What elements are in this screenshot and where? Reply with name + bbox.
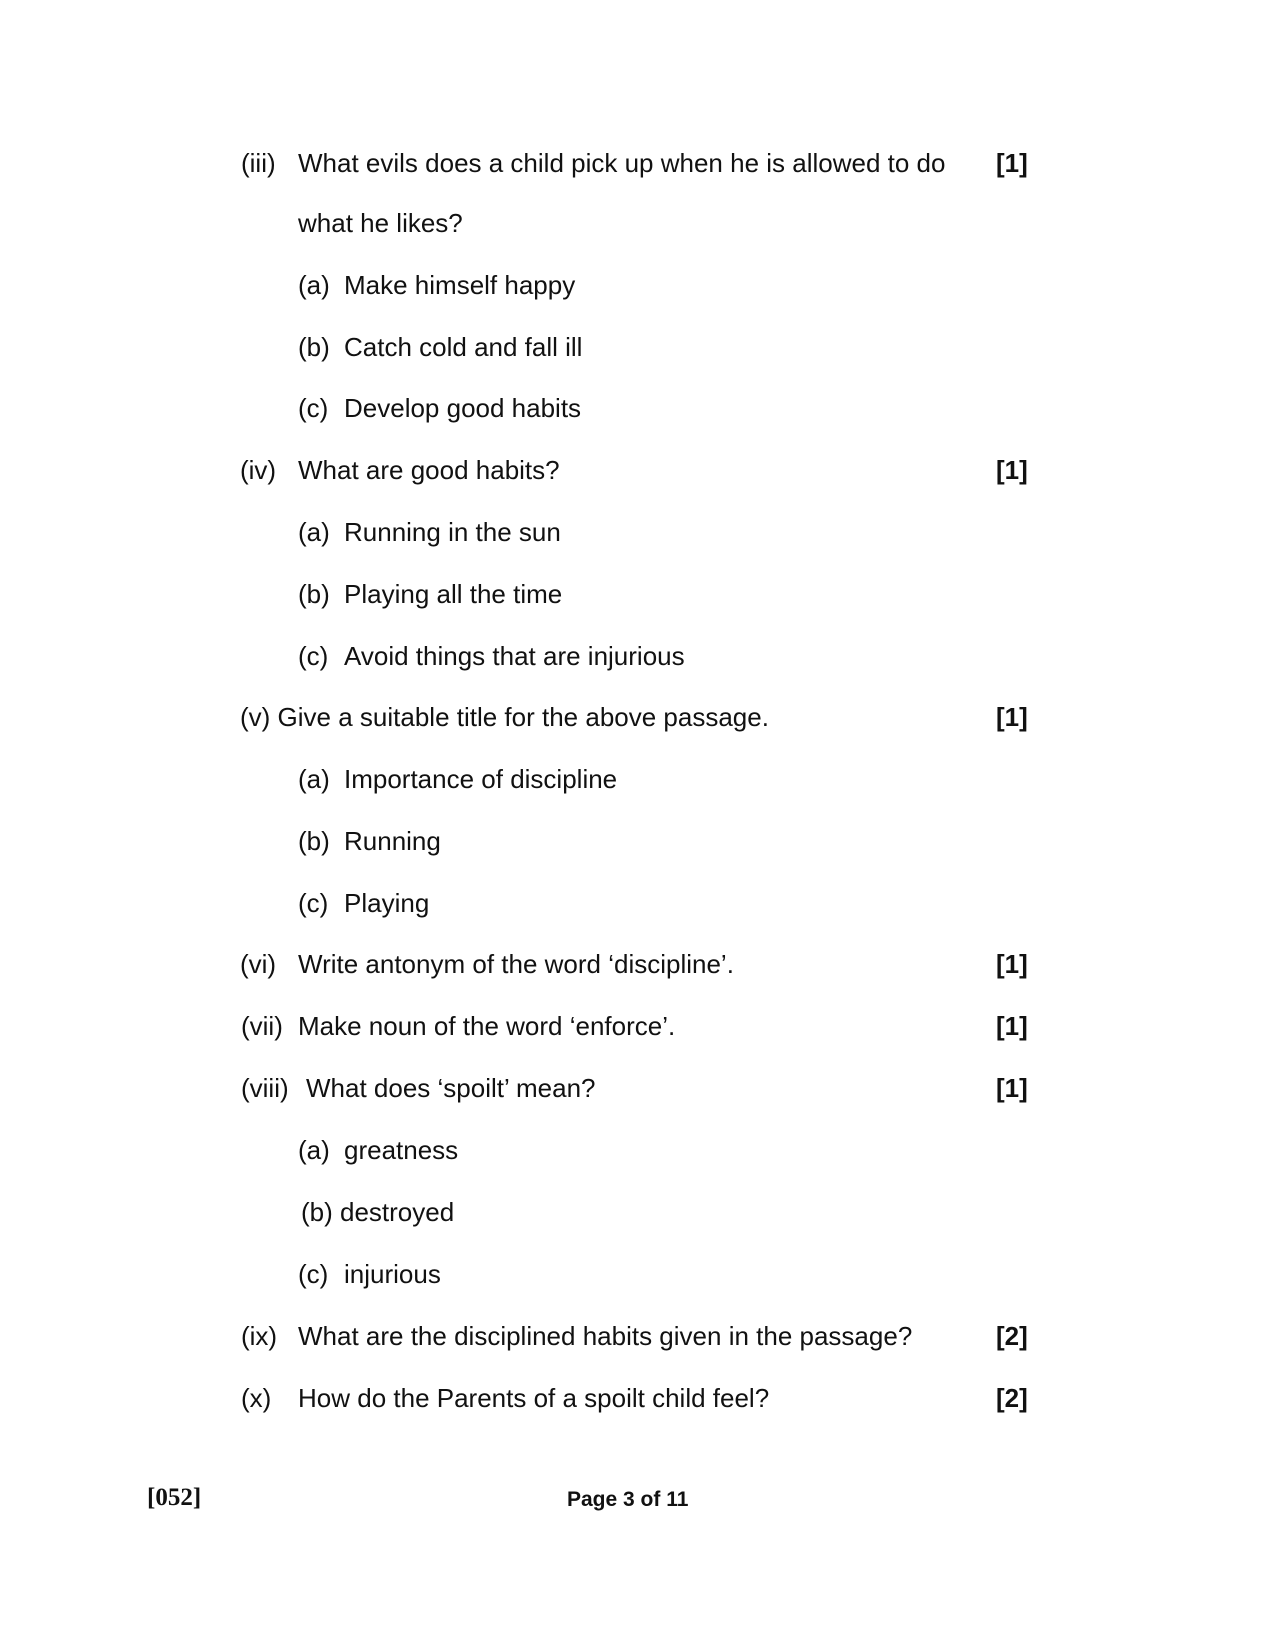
option-text: greatness [344, 1135, 459, 1165]
question-number: (x) [241, 1383, 272, 1413]
question-text: What are the disciplined habits given in the passage? [298, 1321, 913, 1351]
option-item [301, 1197, 454, 1227]
option-label: (c) [298, 888, 329, 918]
option-text: injurious [344, 1259, 441, 1289]
marks-badge: [2] [996, 1321, 1028, 1351]
question-number: (vi) [240, 949, 277, 979]
question-text: What evils does a child pick up when he is allowed to do [298, 148, 946, 178]
option-label: (c) [298, 1259, 329, 1289]
option-label: (a) [298, 764, 330, 794]
question-text: Make noun of the word ‘enforce’. [298, 1011, 676, 1041]
option-item [298, 888, 429, 918]
option-text: Running in the sun [344, 517, 561, 547]
option-label: (a) [298, 517, 330, 547]
option-item [298, 579, 562, 609]
marks-badge: [1] [996, 455, 1028, 485]
page-number: Page 3 of 11 [567, 1488, 689, 1511]
option-item [298, 1259, 441, 1289]
option-item [298, 332, 582, 362]
option-item [298, 1135, 458, 1165]
option-text: Playing [344, 888, 430, 918]
question-text: (v) Give a suitable title for the above passage. [240, 702, 769, 732]
option-text: Avoid things that are injurious [344, 641, 685, 671]
option-label: (b) [298, 826, 330, 856]
question-text: What are good habits? [298, 455, 560, 485]
option-item [298, 641, 685, 671]
option-label: (b) [298, 579, 330, 609]
paper-code: [052] [147, 1484, 202, 1511]
question-number: (viii) [241, 1073, 289, 1103]
question-text-continued: what he likes? [298, 208, 463, 238]
option-label: (a) [298, 270, 330, 300]
marks-badge: [1] [996, 148, 1028, 178]
question-number: (ix) [241, 1321, 278, 1351]
option-label: (b) [298, 332, 330, 362]
option-text: Catch cold and fall ill [344, 332, 583, 362]
question-text: What does ‘spoilt’ mean? [306, 1073, 596, 1103]
question-text: How do the Parents of a spoilt child feel? [298, 1383, 770, 1413]
option-text: Importance of discipline [344, 764, 618, 794]
option-item [298, 826, 441, 856]
question-number: (iv) [240, 455, 277, 485]
option-text: Make himself happy [344, 270, 576, 300]
question-number: (iii) [241, 148, 276, 178]
option-label: (c) [298, 641, 329, 671]
option-item [298, 517, 561, 547]
marks-badge: [1] [996, 702, 1028, 732]
question-number: (vii) [241, 1011, 283, 1041]
option-item [298, 393, 581, 423]
option-item [298, 764, 617, 794]
option-item [298, 270, 575, 300]
marks-badge: [1] [996, 1011, 1028, 1041]
marks-badge: [1] [996, 1073, 1028, 1103]
option-label: (a) [298, 1135, 330, 1165]
marks-badge: [1] [996, 949, 1028, 979]
option-label: (c) [298, 393, 329, 423]
option-text: Develop good habits [344, 393, 582, 423]
question-text: Write antonym of the word ‘discipline’. [298, 949, 734, 979]
option-text: Playing all the time [344, 579, 563, 609]
option-text: Running [344, 826, 441, 856]
option-text: (b) destroyed [301, 1197, 455, 1227]
marks-badge: [2] [996, 1383, 1028, 1413]
